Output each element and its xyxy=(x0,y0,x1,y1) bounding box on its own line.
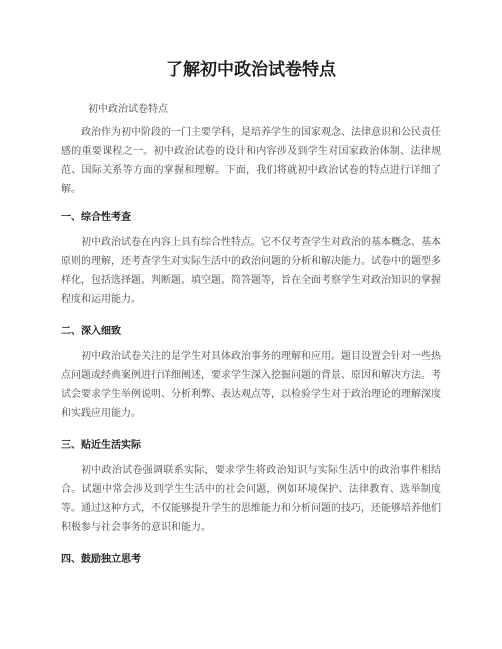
section-heading-3: 三、贴近生活实际 xyxy=(61,440,141,451)
intro-paragraph: 政治作为初中阶段的一门主要学科，是培养学生的国家观念、法律意识和公民责任感的重要课程之一。初中政治试卷的设计和内容涉及到学生对国家政治体制、法律规范、国际关系等方面的掌握和理解。下面，我们将就初中政治试卷的特点进行详细了解。 xyxy=(61,127,441,195)
section-body-1: 初中政治试卷在内容上具有综合性特点。它不仅考查学生对政治的基本概念、基本原则的理解，还考查学生对实际生活中的政治问题的分析和解决能力。试卷中的题型多样化，包括选择题、判断题、填空题、简答题等，旨在全面考察学生对政治知识的掌握程度和运用能力。 xyxy=(61,237,441,305)
section-heading-2: 二、深入细致 xyxy=(61,326,121,337)
section-body-3: 初中政治试卷强调联系实际，要求学生将政治知识与实际生活中的政治事件相结合。试题中常会涉及到学生生活中的社会问题，例如环境保护、法律教育、选举制度等。通过这种方式，不仅能够提升学生的思维能力和分析问题的技巧，还能够培养他们积极参与社会事务的意识和能力。 xyxy=(61,465,441,533)
section-heading-4: 四、鼓励独立思考 xyxy=(61,554,141,565)
section-heading-1: 一、综合性考查 xyxy=(61,212,131,223)
page-title: 了解初中政治试卷特点 xyxy=(166,60,336,80)
document-subtitle: 初中政治试卷特点 xyxy=(88,104,168,115)
section-body-2: 初中政治试卷关注的是学生对具体政治事务的理解和应用。题目设置会针对一些热点问题或经典案例进行详细阐述，要求学生深入挖掘问题的背景、原因和解决方法。考试会要求学生举例说明、分析利弊、表达观点等，以检验学生对于政治理论的理解深度和实践应用能力。 xyxy=(61,351,441,419)
